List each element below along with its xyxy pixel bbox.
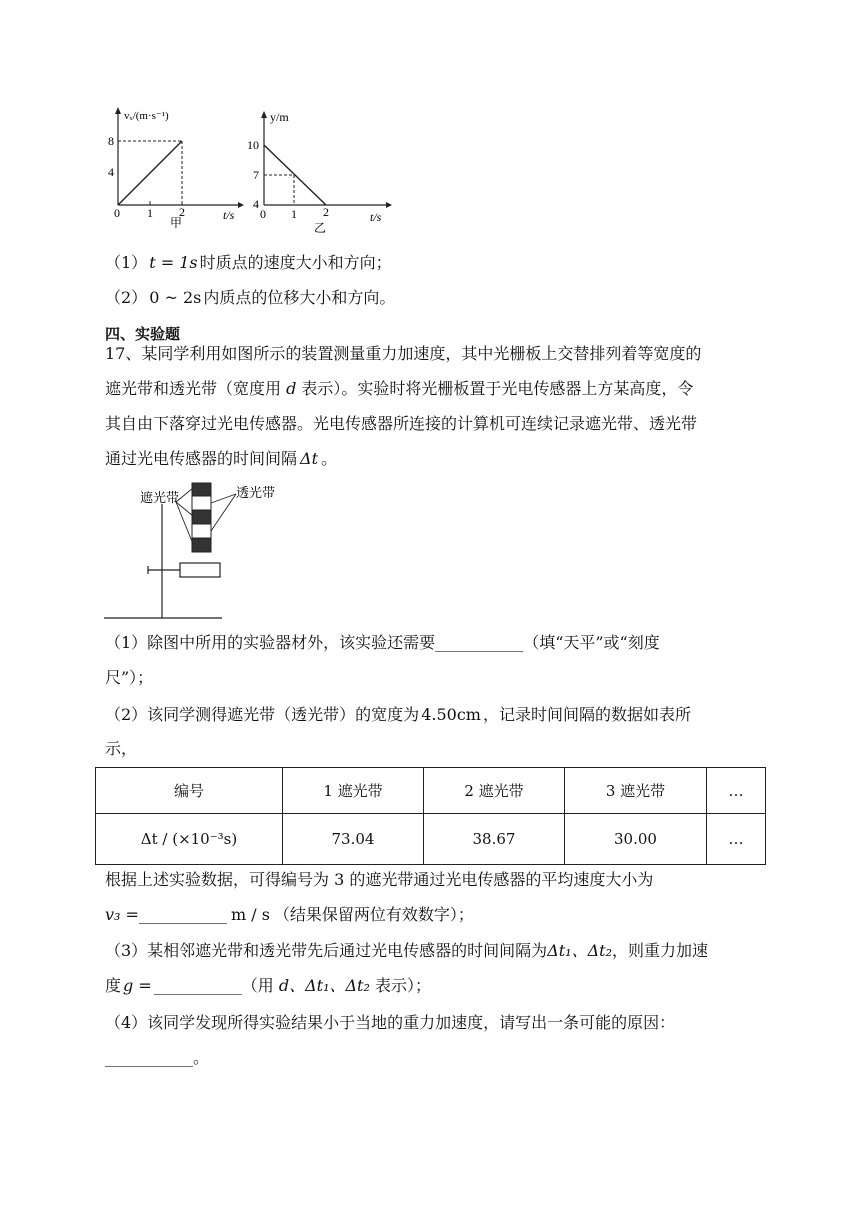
part-2-line-2: 示， (105, 739, 138, 758)
data-table (95, 767, 766, 865)
q16-part-2: （2） 0 ~ 2s 内质点的位移大小和方向。 (105, 288, 396, 307)
part-1-line-1: （1）除图中所用的实验器材外，该实验还需要___________（填“天平”或“刻度 (105, 633, 660, 652)
table-cell: 73.04 (283, 814, 424, 865)
label-dark-strip: 遮光带 (140, 490, 180, 505)
after-table-line-2: v₃ =___________ m / s （结果保留两位有效数字）； (105, 905, 474, 924)
table-cell: 30.00 (565, 814, 707, 865)
after-table-line-1: 根据上述实验数据，可得编号为 3 的遮光带通过光电传感器的平均速度大小为 (105, 870, 654, 889)
part-3-line-2: 度 g = ___________（用 d、Δt₁、Δt₂ 表示）； (105, 976, 431, 995)
table-row-label: Δt / (×10⁻³s) (96, 814, 283, 865)
graph-jia-caption: 甲 (170, 216, 183, 230)
table-row (96, 814, 766, 865)
section-title: 四、实验题 (105, 325, 181, 343)
graph-jia-x-label: t/s (223, 208, 235, 222)
table-cell: … (707, 814, 766, 865)
table-cell: 38.67 (424, 814, 565, 865)
part-4-line-2: ___________。 (105, 1048, 210, 1067)
table-header-cell: 1 遮光带 (283, 768, 424, 814)
graph-yi-x-tick: 0 (260, 207, 266, 221)
part-4-line-1: （4）该同学发现所得实验结果小于当地的重力加速度，请写出一条可能的原因： (105, 1013, 676, 1032)
table-header-cell: 编号 (96, 768, 283, 814)
graph-jia-y-tick: 4 (108, 165, 114, 179)
q17-line-3: 其自由下落穿过光电传感器。光电传感器所连接的计算机可连续记录遮光带、透光带 (105, 414, 698, 433)
answer-blank-2[interactable]: ___________ (138, 905, 227, 924)
q17-line-1: 17、某同学利用如图所示的装置测量重力加速度，其中光栅板上交替排列着等宽度的 (105, 344, 702, 363)
q17-line-4: 通过光电传感器的时间间隔 Δt 。 (105, 449, 338, 468)
graph-jia-y-label: vₓ/(m·s⁻¹) (124, 110, 169, 122)
answer-blank-3[interactable]: ___________ (153, 976, 242, 995)
graph-yi (246, 105, 396, 235)
graph-jia-x-tick: 0 (114, 206, 120, 220)
graph-yi-x-label: t/s (370, 210, 382, 224)
table-header-row (96, 768, 766, 814)
table-header-cell: … (707, 768, 766, 814)
graph-jia (100, 105, 245, 230)
label-light-strip: 透光带 (236, 485, 276, 500)
graph-yi-caption: 乙 (314, 221, 327, 235)
part-1-line-2: 尺”）； (105, 668, 154, 687)
answer-blank-1[interactable]: ___________ (435, 633, 524, 652)
part-3-line-1: （3）某相邻遮光带和透光带先后通过光电传感器的时间间隔为Δt₁、Δt₂，则重力加速 (105, 941, 709, 960)
answer-blank-4[interactable]: ___________ (105, 1048, 193, 1067)
graph-yi-y-tick: 10 (247, 138, 259, 152)
table-header-cell: 3 遮光带 (565, 768, 707, 814)
table-header-cell: 2 遮光带 (424, 768, 565, 814)
graph-yi-x-tick: 2 (323, 205, 329, 219)
graph-jia-x-tick: 2 (179, 205, 185, 219)
apparatus-figure (100, 478, 300, 623)
graph-jia-x-tick: 1 (147, 206, 153, 220)
graph-yi-y-tick: 7 (253, 168, 259, 182)
part-2-line-1: （2）该同学测得遮光带（透光带）的宽度为 4.50cm ，记录时间间隔的数据如表所 (105, 705, 691, 724)
graph-jia-y-tick: 8 (108, 134, 114, 148)
graph-yi-x-tick: 1 (291, 207, 297, 221)
q17-line-2: 遮光带和透光带（宽度用 d 表示）。实验时将光栅板置于光电传感器上方某高度，令 (105, 379, 694, 398)
graph-yi-y-label: y/m (270, 110, 289, 124)
graph-yi-y-tick: 4 (253, 197, 259, 211)
q16-part-1: （1） t = 1s 时质点的速度大小和方向； (105, 253, 392, 272)
